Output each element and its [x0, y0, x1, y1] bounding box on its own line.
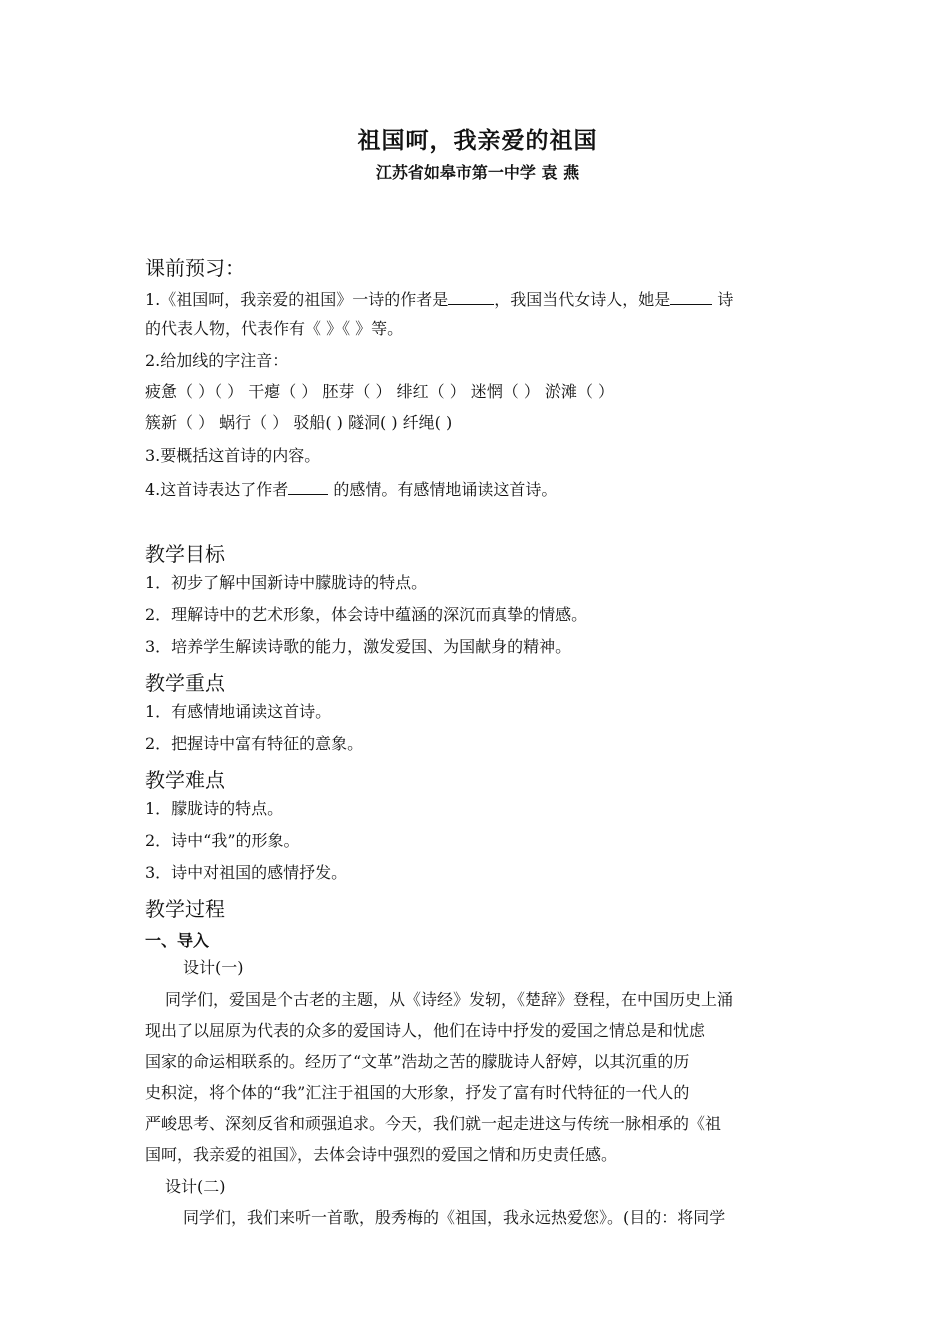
focus-item: 2．把握诗中富有特征的意象。	[145, 734, 364, 753]
design-2-label: 设计(二)	[165, 1177, 226, 1196]
preview-question-1-cont: 的代表人物，代表作有《 》《 》等。	[145, 319, 404, 338]
pinyin-row-1: 疲惫（ ）（ ） 干瘪（ ） 胚芽（ ） 绯红（ ） 迷惘（ ） 淤滩（ ）	[145, 382, 615, 401]
paragraph-line: 国家的命运相联系的。经历了“文革”浩劫之苦的朦胧诗人舒婷，以其沉重的历	[145, 1052, 690, 1071]
author-line: 江苏省如皋市第一中学 袁 燕	[375, 163, 580, 182]
difficulty-heading: 教学难点	[145, 768, 225, 792]
paragraph-line: 现出了以屈原为代表的众多的爱国诗人，他们在诗中抒发的爱国之情总是和忧虑	[145, 1021, 706, 1040]
section-intro-heading: 一、导入	[145, 931, 210, 950]
preview-question-3: 3.要概括这首诗的内容。	[145, 446, 321, 465]
preview-question-4: 4.这首诗表达了作者 的感情。有感情地诵读这首诗。	[145, 480, 558, 499]
answer-blank	[288, 478, 328, 495]
preview-question-1: 1.《祖国呵，我亲爱的祖国》一诗的作者是 ，我国当代女诗人，她是 诗	[145, 290, 734, 309]
design-1-label: 设计(一)	[183, 958, 244, 977]
paragraph-line: 史积淀，将个体的“我”汇注于祖国的大形象，抒发了富有时代特征的一代人的	[145, 1083, 690, 1102]
paragraph-line: 同学们，爱国是个古老的主题，从《诗经》发轫，《楚辞》登程，在中国历史上涌	[165, 990, 734, 1009]
paragraph-line: 国呵，我亲爱的祖国》，去体会诗中强烈的爱国之情和历史责任感。	[145, 1145, 618, 1164]
paragraph-line: 同学们，我们来听一首歌，殷秀梅的《祖国，我永远热爱您》。(目的：将同学	[183, 1208, 726, 1227]
pinyin-row-2: 簇新（ ） 蜗行（ ） 驳船( ) 隧洞( ) 纤绳( )	[145, 413, 453, 432]
process-heading: 教学过程	[145, 897, 225, 921]
difficulty-item: 2．诗中“我”的形象。	[145, 831, 300, 850]
focus-heading: 教学重点	[145, 671, 225, 695]
difficulty-item: 1．朦胧诗的特点。	[145, 799, 284, 818]
preview-heading: 课前预习：	[145, 256, 245, 280]
document-title: 祖国呵，我亲爱的祖国	[357, 128, 598, 154]
focus-item: 1．有感情地诵读这首诗。	[145, 702, 332, 721]
goal-item: 2．理解诗中的艺术形象，体会诗中蕴涵的深沉而真挚的情感。	[145, 605, 588, 624]
answer-blank	[448, 288, 494, 305]
paragraph-line: 严峻思考、深刻反省和顽强追求。今天，我们就一起走进这与传统一脉相承的《祖	[145, 1114, 722, 1133]
goals-heading: 教学目标	[145, 542, 225, 566]
difficulty-item: 3．诗中对祖国的感情抒发。	[145, 863, 348, 882]
goal-item: 3．培养学生解读诗歌的能力，激发爱国、为国献身的精神。	[145, 637, 572, 656]
answer-blank	[670, 288, 712, 305]
preview-question-2: 2.给加线的字注音：	[145, 351, 289, 370]
goal-item: 1．初步了解中国新诗中朦胧诗的特点。	[145, 573, 428, 592]
